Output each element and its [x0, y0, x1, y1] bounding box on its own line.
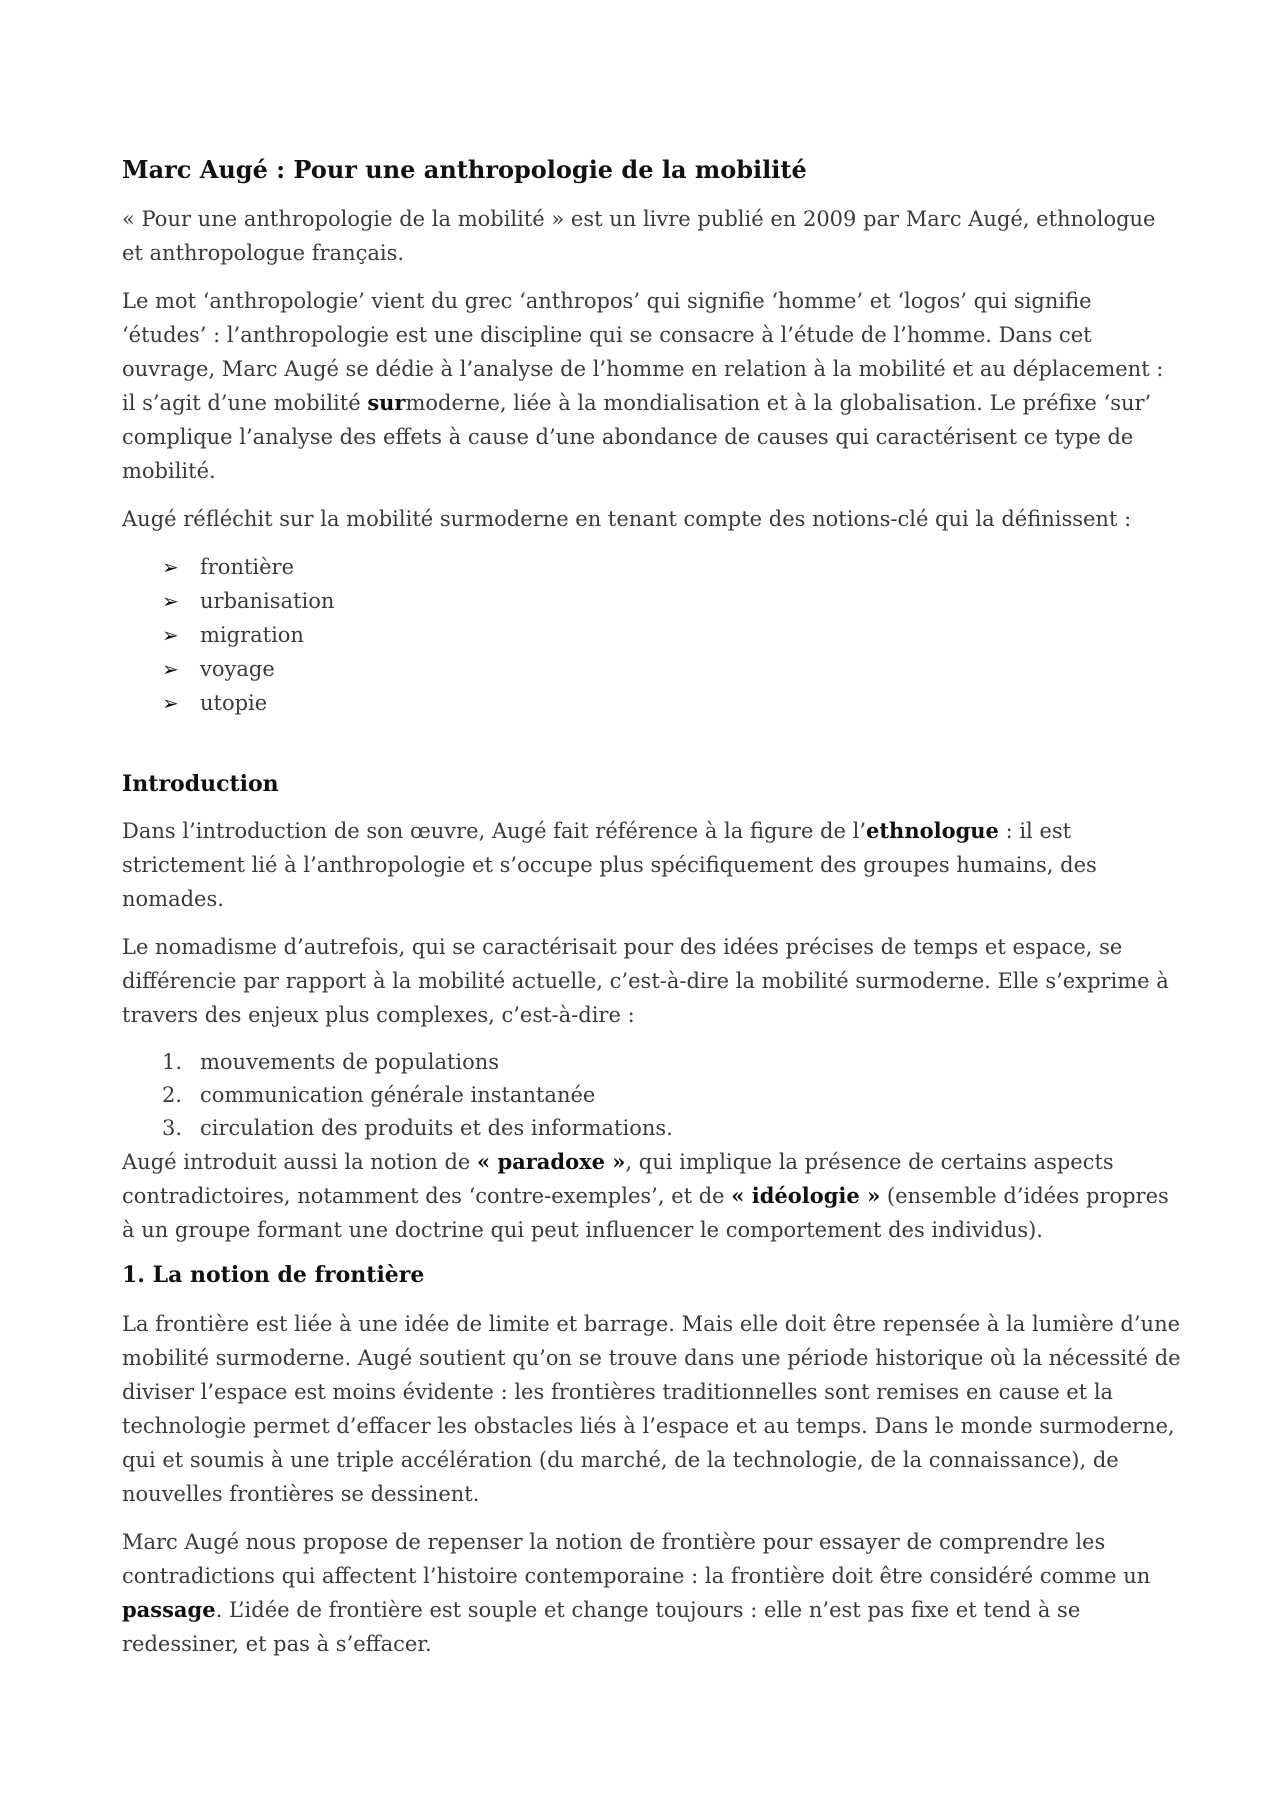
intro-p2-text-a: Le mot ‘anthropologie’ vient du grec ‘anthropos’ qui signifie ‘homme’ et ‘logos’ qui signifie ‘études’ : l’anthropologie est une discipline qui se consacre à l’étude de l’homme. Dans cet ouvrage, Marc Augé se dédie à l’analyse de l’homme en relation à la mobilité et au déplacement : il s’agit d’une mobilité: [122, 289, 1164, 415]
notion-text: utopie: [200, 691, 268, 715]
notion-text: migration: [200, 623, 304, 647]
list-text: mouvements de populations: [200, 1050, 500, 1074]
arrow-bullet-icon: ➢: [162, 589, 179, 613]
sec1-p2-text-b: . L’idée de frontière est souple et change toujours : elle n’est pas fixe et tend à se redessiner, et pas à s’effacer.: [122, 1598, 1081, 1656]
list-item: [162, 1079, 1182, 1112]
section-1-heading: 1. La notion de frontière: [122, 1262, 425, 1288]
list-number: 3.: [162, 1116, 183, 1140]
intro-sec-p1-bold: ethnologue: [866, 818, 999, 843]
introduction-paragraph-3: [122, 1145, 1182, 1247]
arrow-bullet-icon: ➢: [162, 691, 179, 715]
ideologie-bold: « idéologie »: [731, 1183, 881, 1208]
introduction-heading: Introduction: [122, 771, 279, 797]
list-text: circulation des produits et des informations.: [200, 1116, 673, 1140]
intro-sec-p1-text-a: Dans l’introduction de son œuvre, Augé fait référence à la figure de l’: [122, 819, 866, 843]
intro-paragraph-2: [122, 284, 1182, 488]
notion-text: urbanisation: [200, 589, 335, 613]
notions-list: [122, 550, 1182, 720]
list-number: 1.: [162, 1050, 183, 1074]
list-item: [162, 550, 1182, 584]
list-item: [162, 1046, 1182, 1079]
intro-sec-p3-text-d: (ensemble d’idées propres à un groupe formant une doctrine qui peut influencer le comportement des individus).: [122, 1184, 1169, 1242]
document-page: [122, 150, 1182, 1675]
notion-text: voyage: [200, 657, 275, 681]
arrow-bullet-icon: ➢: [162, 623, 179, 647]
section-1-paragraph-1: La frontière est liée à une idée de limite et barrage. Mais elle doit être repensée à la lumière d’une mobilité surmoderne. Augé soutient qu’on se trouve dans une période historique où la nécessité de diviser l’espace est moins évidente : les frontières traditionnelles sont remises en cause et la technologie permet d’effacer les obstacles liés à l’espace et au temps. Dans le monde surmoderne, qui et soumis à une triple accélération (du marché, de la technologie, de la connaissance), de nouvelles frontières se dessinent.: [122, 1312, 1181, 1506]
intro-paragraph-1: « Pour une anthropologie de la mobilité » est un livre publié en 2009 par Marc Augé, ethnologue et anthropologue français.: [122, 207, 1156, 265]
paradoxe-bold: « paradoxe »: [477, 1149, 626, 1174]
list-item: [162, 584, 1182, 618]
intro-p2-bold: sur: [367, 390, 406, 415]
introduction-paragraph-2: Le nomadisme d’autrefois, qui se caractérisait pour des idées précises de temps et espace, se différencie par rapport à la mobilité actuelle, c’est-à-dire la mobilité surmoderne. Elle s’exprime à travers des enjeux plus complexes, c’est-à-dire :: [122, 935, 1169, 1027]
arrow-bullet-icon: ➢: [162, 555, 179, 579]
document-title: Marc Augé : Pour une anthropologie de la mobilité: [122, 155, 807, 184]
list-item: [162, 1112, 1182, 1145]
intro-paragraph-3: Augé réfléchit sur la mobilité surmoderne en tenant compte des notions-clé qui la définissent :: [122, 507, 1132, 531]
intro-sec-p3-text-c: , qui implique la présence de certains aspects contradictoires, notamment des ‘contre-exemples’, et de: [122, 1150, 1114, 1208]
sec1-p2-text-a: Marc Augé nous propose de repenser la notion de frontière pour essayer de comprendre les contradictions qui affectent l’histoire contemporaine : la frontière doit être considéré comme un: [122, 1530, 1151, 1588]
list-number: 2.: [162, 1083, 183, 1107]
introduction-paragraph-1: [122, 814, 1182, 916]
arrow-bullet-icon: ➢: [162, 657, 179, 681]
intro-sec-p1-text-b: : il est strictement lié à l’anthropologie et s’occupe plus spécifiquement des groupes humains, des nomades.: [122, 819, 1097, 911]
list-item: [162, 686, 1182, 720]
notion-text: frontière: [200, 555, 295, 579]
section-1-paragraph-2: [122, 1525, 1182, 1661]
intro-p2-text-b: moderne, liée à la mondialisation et à la globalisation. Le préfixe ‘sur’ complique l’analyse des effets à cause d’une abondance de causes qui caractérisent ce type de mobilité.: [122, 391, 1152, 483]
enjeux-list: [122, 1046, 1182, 1145]
intro-sec-p3-text-a: Augé introduit aussi la notion de: [122, 1150, 478, 1174]
list-item: [162, 652, 1182, 686]
list-text: communication générale instantanée: [200, 1083, 596, 1107]
list-item: [162, 618, 1182, 652]
passage-bold: passage: [122, 1597, 216, 1622]
